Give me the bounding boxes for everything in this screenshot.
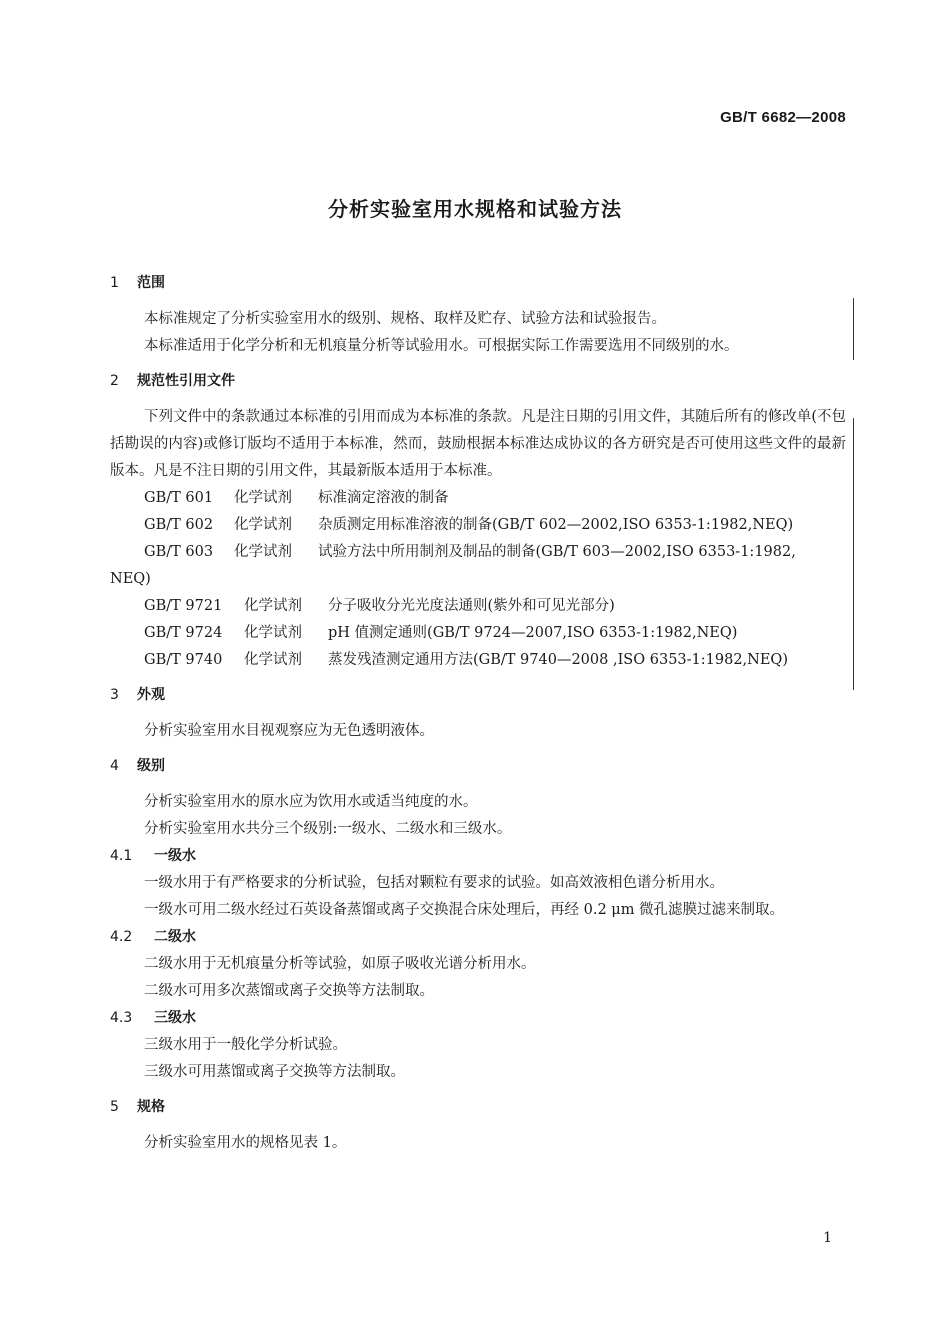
reference-item: GB/T 603 化学试剂 试验方法中所用制剂及制品的制备(GB/T 603—2002,ISO 6353-1:1982,: [144, 544, 796, 560]
paragraph: 二级水用于无机痕量分析等试验，如原子吸收光谱分析用水。: [144, 956, 536, 972]
paragraph: 一级水可用二级水经过石英设备蒸馏或离子交换混合床处理后，再经 0.2 μm 微孔滤膜过滤来制取。: [144, 902, 785, 918]
paragraph: 三级水用于一般化学分析试验。: [144, 1037, 347, 1053]
references-intro: 下列文件中的条款通过本标准的引用而成为本标准的条款。凡是注日期的引用文件，其随后所有的修改单(不包括勘误的内容)或修订版均不适用于本标准，然而，鼓励根据本标准达成协议的各方研究是否可使用这些文件的最新版本。凡是不注日期的引用文件，其最新版本适用于本标准。: [110, 409, 846, 479]
reference-item-continued: NEQ): [110, 571, 151, 587]
paragraph: 分析实验室用水共分三个级别:一级水、二级水和三级水。: [144, 821, 512, 837]
paragraph: 一级水用于有严格要求的分析试验，包括对颗粒有要求的试验。如高效液相色谱分析用水。: [144, 875, 724, 891]
paragraph: 本标准规定了分析实验室用水的级别、规格、取样及贮存、试验方法和试验报告。: [144, 311, 666, 327]
reference-item: GB/T 9740 化学试剂 蒸发残渣测定通用方法(GB/T 9740—2008 ,ISO 6353-1:1982,NEQ): [144, 652, 788, 668]
document-body: [110, 270, 846, 1157]
document-title: 分析实验室用水规格和试验方法: [328, 197, 622, 221]
paragraph: 分析实验室用水的原水应为饮用水或适当纯度的水。: [144, 794, 478, 810]
reference-item: GB/T 602 化学试剂 杂质测定用标准溶液的制备(GB/T 602—2002,ISO 6353-1:1982,NEQ): [144, 517, 794, 533]
reference-item: GB/T 601 化学试剂 标准滴定溶液的制备: [144, 490, 449, 506]
standard-number: GB/T 6682—2008: [720, 109, 846, 126]
page-number: 1: [823, 1230, 832, 1246]
section-heading-5: 5 规格: [110, 1099, 165, 1115]
paragraph: 三级水可用蒸馏或离子交换等方法制取。: [144, 1064, 405, 1080]
reference-item: GB/T 9721 化学试剂 分子吸收分光光度法通则(紫外和可见光部分): [144, 598, 615, 614]
change-bar: [853, 298, 854, 360]
paragraph: 二级水可用多次蒸馏或离子交换等方法制取。: [144, 983, 434, 999]
section-heading-4: 4 级别: [110, 758, 165, 774]
subsection-heading-4-2: 4.2 二级水: [110, 929, 196, 945]
subsection-heading-4-1: 4.1 一级水: [110, 848, 196, 864]
paragraph: 分析实验室用水的规格见表 1。: [144, 1135, 347, 1151]
section-heading-3: 3 外观: [110, 687, 165, 703]
change-bar: [853, 418, 854, 690]
reference-item: GB/T 9724 化学试剂 pH 值测定通则(GB/T 9724—2007,ISO 6353-1:1982,NEQ): [144, 625, 738, 641]
paragraph: 分析实验室用水目视观察应为无色透明液体。: [144, 723, 434, 739]
section-heading-2: 2 规范性引用文件: [110, 373, 235, 389]
subsection-heading-4-3: 4.3 三级水: [110, 1010, 196, 1026]
section-heading-1: 1 范围: [110, 275, 165, 291]
paragraph: 本标准适用于化学分析和无机痕量分析等试验用水。可根据实际工作需要选用不同级别的水。: [144, 338, 739, 354]
